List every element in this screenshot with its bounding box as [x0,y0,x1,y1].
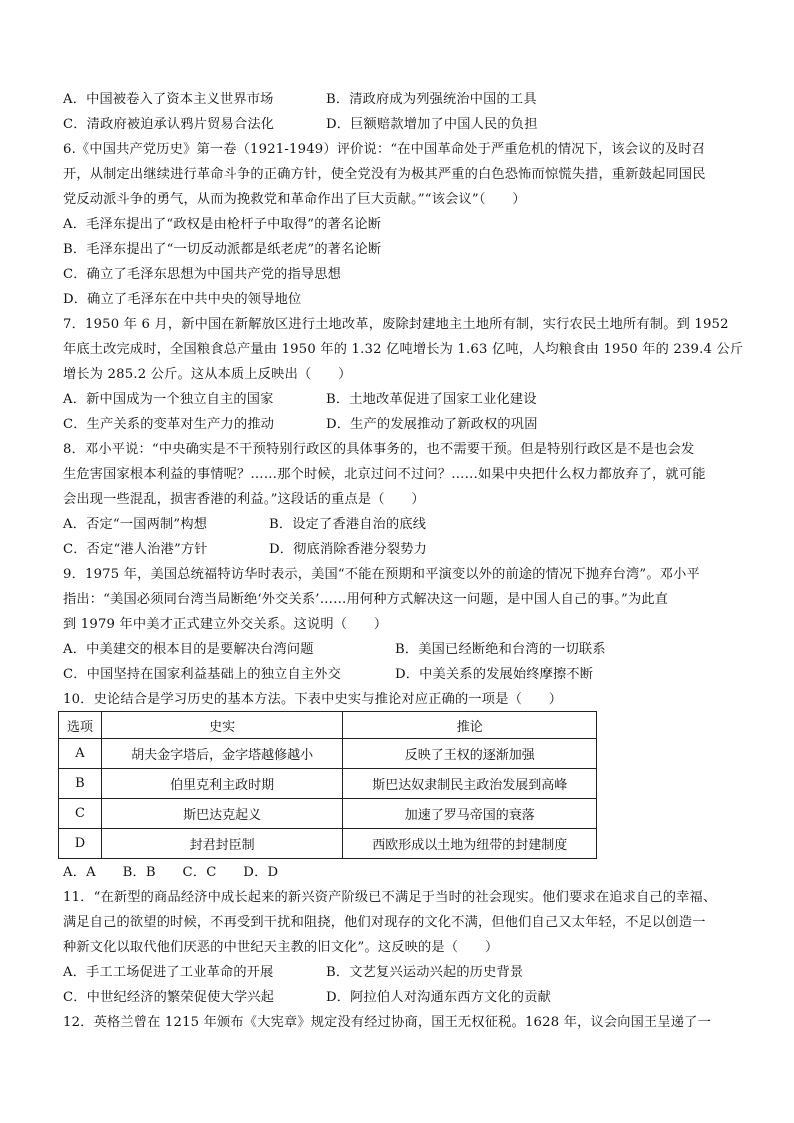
q7-stem-line-1: 7．1950 年 6 月，新中国在新解放区进行土地改革，废除封建地主土地所有制，实行农民土地所有制。到 1952 [63,317,729,332]
q5-option-b[interactable]: B．清政府成为列强统治中国的工具 [326,92,537,107]
q9-option-c[interactable]: C．中国坚持在国家利益基础上的独立自主外交 [63,667,342,682]
q6-stem-line-2: 开，从制定出继续进行革命斗争的正确方针，使全党没有为极其严重的白色恐怖而惊慌失措，重新鼓起同国民 [63,167,706,182]
table-row [59,739,597,769]
q7-option-b[interactable]: B．土地改革促进了国家工业化建设 [326,392,537,407]
q11-option-c[interactable]: C．中世纪经济的繁荣促使大学兴起 [63,990,275,1005]
table-cell-fact: 封君封臣制 [101,829,343,859]
q9-option-a[interactable]: A．中美建交的根本目的是要解决台湾问题 [63,642,314,657]
table-cell-option: C [59,799,102,829]
table-row [59,769,597,799]
q11-stem-line-1: 11．“在新型的商品经济中成长起来的新兴资产阶级已不满足于当时的社会现实。他们要求在追求自己的幸福、 [63,890,717,905]
q8-option-b[interactable]: B．设定了香港自治的底线 [269,517,427,532]
table-cell-option: A [59,739,102,769]
table-cell-fact: 伯里克利主政时期 [101,769,343,799]
q6-option-c[interactable]: C．确立了毛泽东思想为中国共产党的指导思想 [63,267,342,282]
q7-stem-line-3: 增长为 285.2 公斤。这从本质上反映出（ ） [63,367,352,382]
q7-option-a[interactable]: A．新中国成为一个独立自主的国家 [63,392,274,407]
q9-option-d[interactable]: D．中美关系的发展始终摩擦不断 [395,667,594,682]
q8-option-c[interactable]: C．否定“港人治港”方针 [63,542,208,557]
q9-option-b[interactable]: B．美国已经断绝和台湾的一切联系 [395,642,606,657]
q8-stem-line-3: 会出现一些混乱，损害香港的利益。”这段话的重点是（ ） [63,492,425,507]
q9-stem-line-3: 到 1979 年中美才正式建立外交关系。这说明（ ） [63,617,388,632]
q10-stem: 10．史论结合是学习历史的基本方法。下表中史实与推论对应正确的一项是（ ） [63,692,563,707]
q10-answer-options[interactable]: A．A B．B C．C D．D [63,865,279,880]
table-cell-inference: 反映了王权的逐渐加强 [343,739,597,769]
q12-stem-line-1: 12．英格兰曾在 1215 年颁布《大宪章》规定没有经过协商，国王无权征税。1628 年，议会向国王呈递了一 [63,1015,711,1030]
table-row [59,799,597,829]
q8-stem-line-1: 8．邓小平说：“中央确实是不干预特别行政区的具体事务的，也不需要干预。但是特别行政区是不是也会发 [63,442,695,457]
q6-stem-line-1: 6.《中国共产党历史》第一卷（1921-1949）评价说：“在中国革命处于严重危机的情况下，该会议的及时召 [63,142,706,157]
q8-stem-line-2: 生危害国家根本利益的事情呢？……那个时候，北京过问不过问？……如果中央把什么权力都放弃了，就可能 [63,467,706,482]
q11-option-a[interactable]: A．手工工场促进了工业革命的开展 [63,965,274,980]
q5-option-a[interactable]: A．中国被卷入了资本主义世界市场 [63,92,274,107]
table-header-fact: 史实 [101,712,343,739]
q6-option-a[interactable]: A．毛泽东提出了“政权是由枪杆子中取得”的著名论断 [63,217,382,232]
q9-stem-line-2: 指出：“美国必须同台湾当局断绝‘外交关系’……用何种方式解决这一问题，是中国人自己的事。”为此直 [63,592,669,607]
table-cell-inference: 加速了罗马帝国的衰落 [343,799,597,829]
table-cell-fact: 斯巴达克起义 [101,799,343,829]
table-cell-fact: 胡夫金字塔后，金字塔越修越小 [101,739,343,769]
q7-option-d[interactable]: D．生产的发展推动了新政权的巩固 [326,417,538,432]
q8-option-a[interactable]: A．否定“一国两制”构想 [63,517,208,532]
table-cell-option: D [59,829,102,859]
table-cell-inference: 西欧形成以土地为纽带的封建制度 [343,829,597,859]
q9-stem-line-1: 9．1975 年，美国总统福特访华时表示，美国“不能在预期和平演变以外的前途的情况下抛弃台湾”。邓小平 [63,567,700,582]
table-cell-option: B [59,769,102,799]
table-row [59,829,597,859]
q11-stem-line-3: 种新文化以取代他们厌恶的中世纪天主教的旧文化”。这反映的是（ ） [63,940,499,955]
q6-option-d[interactable]: D．确立了毛泽东在中共中央的领导地位 [63,292,302,307]
table-cell-inference: 斯巴达奴隶制民主政治发展到高峰 [343,769,597,799]
table-header-option: 选项 [59,712,102,739]
table-header-inference: 推论 [343,712,597,739]
q6-stem-line-3: 党反动派斗争的勇气，从而为挽救党和革命作出了巨大贡献。”“该会议”（ ） [63,192,526,207]
q7-option-c[interactable]: C．生产关系的变革对生产力的推动 [63,417,275,432]
q11-option-d[interactable]: D．阿拉伯人对沟通东西方文化的贡献 [326,990,551,1005]
q5-option-d[interactable]: D．巨额赔款增加了中国人民的负担 [326,117,538,132]
q5-option-c[interactable]: C．清政府被迫承认鸦片贸易合法化 [63,117,275,132]
q6-option-b[interactable]: B．毛泽东提出了“一切反动派都是纸老虎”的著名论断 [63,242,382,257]
table-header-row [59,712,597,739]
q7-stem-line-2: 年底土改完成时，全国粮食总产量由 1950 年的 1.32 亿吨增长为 1.63 亿吨，人均粮食由 1950 年的 239.4 公斤 [63,342,744,357]
q11-stem-line-2: 满足自己的欲望的时候，不再受到干扰和阻挠，他们对现存的文化不满，但他们自己又太年轻，不足以创造一 [63,915,706,930]
q8-option-d[interactable]: D．彻底消除香港分裂势力 [269,542,428,557]
history-table [58,711,597,859]
q11-option-b[interactable]: B．文艺复兴运动兴起的历史背景 [326,965,524,980]
